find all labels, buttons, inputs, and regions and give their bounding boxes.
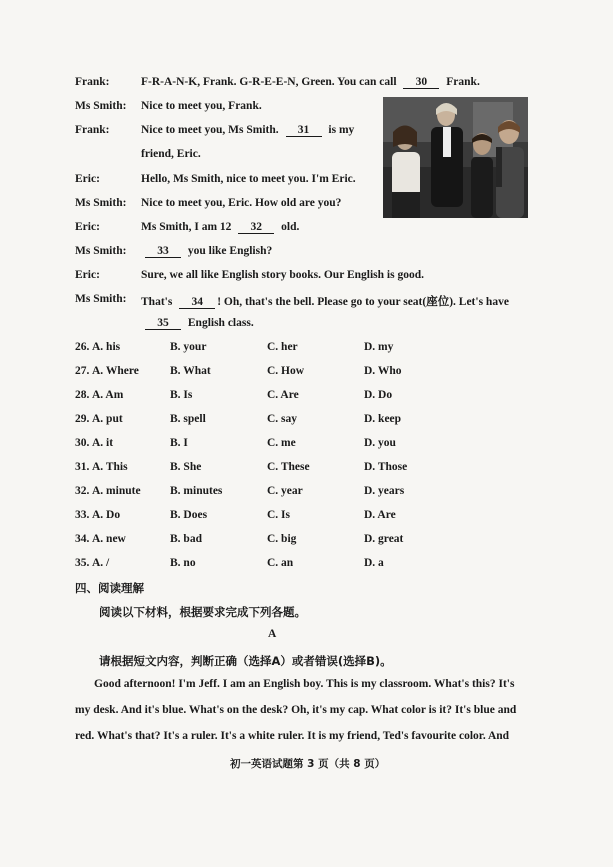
option-c: C. year	[267, 485, 303, 497]
option-a: A. new	[92, 533, 126, 545]
option-b: B. Is	[170, 389, 193, 401]
option-c: C. me	[267, 437, 296, 449]
option-b: B. your	[170, 341, 207, 353]
section-title: 四、阅读理解	[75, 581, 144, 595]
option-b: B. spell	[170, 413, 206, 425]
option-a: A. it	[92, 437, 114, 449]
speaker-label: Ms Smith:	[75, 293, 127, 305]
option-d: D. Are	[364, 509, 396, 521]
option-d: D. you	[364, 437, 396, 449]
dialogue-text: you like English?	[187, 245, 273, 257]
speaker-label: Eric:	[75, 221, 100, 233]
dialogue-line	[141, 76, 480, 89]
option-a: A. minute	[92, 485, 141, 497]
option-d: D. years	[364, 485, 405, 497]
option-b: B. She	[170, 461, 202, 473]
option-a: A. put	[92, 413, 123, 425]
option-b: B. Does	[170, 509, 208, 521]
section-instruction: 阅读以下材料，根据要求完成下列各题。	[99, 605, 306, 619]
option-b: B. bad	[170, 533, 202, 545]
dialogue-text: That's	[141, 296, 173, 308]
option-c: C. an	[267, 557, 294, 569]
speaker-label: Ms Smith:	[75, 100, 127, 112]
option-c: C. her	[267, 341, 298, 353]
passage-label: A	[268, 628, 277, 640]
speaker-label: Frank:	[75, 124, 110, 136]
choice-num: 35.	[75, 557, 90, 569]
dialogue-text: Hello, Ms Smith, nice to meet you. I'm Eric.	[141, 173, 356, 185]
passage-line: red. What's that? It's a ruler. It's a white ruler. It is my friend, Ted's favourite color. And	[75, 730, 510, 742]
option-d: D. keep	[364, 413, 402, 425]
option-d: D. my	[364, 341, 394, 353]
dialogue-text: Ms Smith, I am 12	[141, 221, 232, 233]
speaker-label: Eric:	[75, 173, 100, 185]
option-c: C. How	[267, 365, 305, 377]
dialogue-text: Sure, we all like English story books. Our English is good.	[141, 269, 424, 281]
choice-num: 26.	[75, 341, 90, 353]
dialogue-text: is my	[328, 124, 355, 136]
dialogue-line	[141, 293, 509, 309]
dialogue-line	[141, 124, 354, 137]
option-a: A. Where	[92, 365, 139, 377]
option-d: D. Who	[364, 365, 402, 377]
option-a: A. This	[92, 461, 128, 473]
option-b: B. minutes	[170, 485, 223, 497]
answer-blank: 31	[286, 125, 322, 137]
passage-line: my desk. And it's blue. What's on the desk? Oh, it's my cap. What color is it? It's blue and	[75, 704, 517, 716]
option-c: C. These	[267, 461, 310, 473]
answer-blank: 32	[238, 222, 274, 234]
choice-num: 34.	[75, 533, 90, 545]
dialogue-line	[141, 317, 254, 330]
option-a: A. Do	[92, 509, 121, 521]
option-a: A. his	[92, 341, 121, 353]
option-d: D. Those	[364, 461, 408, 473]
speaker-label: Eric:	[75, 269, 100, 281]
answer-blank: 34	[179, 297, 215, 309]
choice-num: 33.	[75, 509, 90, 521]
dialogue-text: Nice to meet you, Frank.	[141, 100, 262, 112]
dialogue-text: old.	[281, 221, 300, 233]
option-d: D. great	[364, 533, 404, 545]
answer-blank: 35	[145, 318, 181, 330]
speaker-label: Ms Smith:	[75, 245, 127, 257]
dialogue-line	[141, 221, 299, 234]
option-b: B. no	[170, 557, 196, 569]
dialogue-text: Nice to meet you, Eric. How old are you?	[141, 197, 342, 209]
option-d: D. a	[364, 557, 384, 569]
dialogue-line	[141, 245, 272, 258]
classroom-photo-illustration	[383, 97, 528, 218]
speaker-label: Frank:	[75, 76, 110, 88]
option-c: C. Are	[267, 389, 299, 401]
dialogue-text: ! Oh, that's the bell. Please go to your seat(座位). Let's have	[217, 296, 509, 308]
dialogue-text: F-R-A-N-K, Frank. G-R-E-E-N, Green. You can call	[141, 76, 397, 88]
option-c: C. big	[267, 533, 297, 545]
option-a: A. /	[92, 557, 110, 569]
answer-blank: 33	[145, 246, 181, 258]
choice-num: 32.	[75, 485, 90, 497]
passage-instruction: 请根据短文内容，判断正确（选择A）或者错误(选择B)。	[99, 654, 392, 668]
page-footer: 初一英语试题第 3 页（共 8 页）	[230, 758, 386, 770]
choice-num: 30.	[75, 437, 90, 449]
choice-num: 28.	[75, 389, 90, 401]
choice-num: 31.	[75, 461, 90, 473]
dialogue-text: English class.	[187, 317, 254, 329]
option-d: D. Do	[364, 389, 393, 401]
option-b: B. I	[170, 437, 188, 449]
choice-num: 27.	[75, 365, 90, 377]
classroom-photo	[383, 97, 528, 218]
option-a: A. Am	[92, 389, 124, 401]
dialogue-text: friend, Eric.	[141, 148, 201, 160]
dialogue-text: Frank.	[446, 76, 480, 88]
option-c: C. Is	[267, 509, 291, 521]
choice-num: 29.	[75, 413, 90, 425]
dialogue-text: Nice to meet you, Ms Smith.	[141, 124, 279, 136]
option-c: C. say	[267, 413, 298, 425]
answer-blank: 30	[403, 77, 439, 89]
speaker-label: Ms Smith:	[75, 197, 127, 209]
option-b: B. What	[170, 365, 211, 377]
passage-line: Good afternoon! I'm Jeff. I am an English boy. This is my classroom. What's this? It's	[94, 678, 515, 690]
